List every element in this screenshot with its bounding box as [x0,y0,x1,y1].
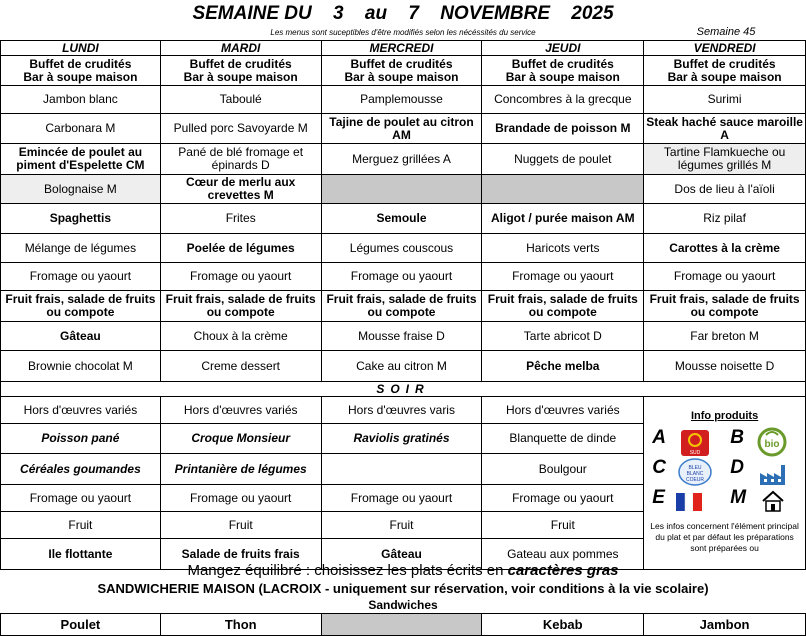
day-header-1: MARDI [160,41,321,56]
info-title: Info produits [690,410,759,422]
dinner-cell: Hors d'œuvres variés [482,397,644,424]
lunch-cell: Pêche melba [482,351,644,382]
legend-letter-d: D [730,457,744,478]
dinner-cell: Hors d'œuvres variés [160,397,321,424]
lunch-cell: Merguez grillées A [321,144,482,175]
occitanie-logo-icon [680,429,710,460]
lunch-row [1,144,806,175]
homemade-house-icon [760,489,786,516]
lunch-cell: Aligot / purée maison AM [482,204,644,234]
advice-emphasis: caractères gras [507,562,619,579]
lunch-row [1,114,806,144]
lunch-cell: Fruit frais, salade de fruits ou compote [482,291,644,322]
lunch-cell: Fromage ou yaourt [160,263,321,291]
lunch-row [1,56,806,86]
soir-header: SOIR [1,382,806,397]
lunch-cell: Mousse noisette D [644,351,806,382]
lunch-cell: Nuggets de poulet [482,144,644,175]
dinner-row [1,397,806,424]
dinner-cell: Salade de fruits frais [160,539,321,570]
balanced-eating-advice [0,562,806,580]
dinner-cell: Ile flottante [1,539,161,570]
lunch-cell: Brownie chocolat M [1,351,161,382]
bio-logo-icon [756,427,788,460]
lunch-row [1,175,806,204]
lunch-cell: Mousse fraise D [321,322,482,351]
lunch-cell: Tartine Flamkueche ou légumes grillés M [644,144,806,175]
lunch-cell: Tajine de poulet au citron AM [321,114,482,144]
svg-text:BLEU: BLEU [688,465,702,471]
sandwiches-heading: Sandwiches [368,598,438,612]
dinner-cell: Céréales goumandes [1,454,161,485]
lunch-cell: Spaghettis [1,204,161,234]
legend-letter-e: E [652,487,665,508]
legend-letter-a: A [652,427,666,448]
lunch-cell: Buffet de crudités Bar à soupe maison [644,56,806,86]
lunch-cell: Fruit frais, salade de fruits ou compote [321,291,482,322]
lunch-cell: Surimi [644,86,806,114]
lunch-row [1,86,806,114]
label-legend [646,427,803,517]
dinner-cell: Hors d'œuvres variés [1,397,161,424]
dinner-cell: Fromage ou yaourt [160,485,321,512]
lunch-cell: Fruit frais, salade de fruits ou compote [1,291,161,322]
lunch-cell: Choux à la crème [160,322,321,351]
lunch-row [1,351,806,382]
lunch-cell: Buffet de crudités Bar à soupe maison [482,56,644,86]
dinner-cell: Fruit [482,512,644,539]
lunch-cell: Concombres à la grecque [482,86,644,114]
dinner-cell: Blanquette de dinde [482,424,644,454]
lunch-cell: Fromage ou yaourt [321,263,482,291]
lunch-cell: Semoule [321,204,482,234]
day-header-4: VENDREDI [644,41,806,56]
dinner-cell: Printanière de légumes [160,454,321,485]
lunch-cell: Poelée de légumes [160,234,321,263]
dinner-cell [321,454,482,485]
notice-text: Les menus sont suceptibles d'être modifiés selon les nécéssités du service [270,28,536,37]
legend-letter-b: B [730,427,744,448]
dinner-cell: Raviolis gratinés [321,424,482,454]
svg-text:BLANC: BLANC [686,471,704,477]
legend-letter-m: M [730,487,747,508]
sandwich-shop-heading: SANDWICHERIE MAISON (LACROIX - uniquement sur réservation, voir conditions à la vie scolaire) [97,581,709,596]
day-header-3: JEUDI [482,41,644,56]
dinner-cell: Boulgour [482,454,644,485]
lunch-cell: Brandade de poisson M [482,114,644,144]
title-month: NOVEMBRE [440,3,550,24]
day-header-2: MERCREDI [321,41,482,56]
lunch-cell: Steak haché sauce maroille A [644,114,806,144]
lunch-cell: Pané de blé fromage et épinards D [160,144,321,175]
lunch-cell: Fromage ou yaourt [1,263,161,291]
menu-grid [0,40,806,570]
dinner-cell: Poisson pané [1,424,161,454]
legend-letter-c: C [652,457,666,478]
lunch-cell: Carbonara M [1,114,161,144]
dinner-cell: Gâteau [321,539,482,570]
bleu-blanc-coeur-icon [678,457,712,490]
lunch-cell: Riz pilaf [644,204,806,234]
lunch-cell: Gâteau [1,322,161,351]
lunch-cell: Mélange de légumes [1,234,161,263]
dinner-cell: Fruit [321,512,482,539]
info-produits-panel [644,397,806,570]
lunch-cell: Fromage ou yaourt [644,263,806,291]
title-prefix: SEMAINE DU [192,3,312,24]
dinner-cell: Croque Monsieur [160,424,321,454]
lunch-cell: Emincée de poulet au piment d'Espelette CM [1,144,161,175]
dinner-cell: Fromage ou yaourt [482,485,644,512]
lunch-cell: Carottes à la crème [644,234,806,263]
svg-text:COEUR: COEUR [686,477,705,483]
lunch-cell: Pulled porc Savoyarde M [160,114,321,144]
lunch-cell: Taboulé [160,86,321,114]
factory-icon [758,461,788,490]
info-note: Les infos concernent l'élément principal du plat et par défaut les préparations sont préparées ou [650,521,799,553]
lunch-row [1,291,806,322]
title-year: 2025 [571,3,614,24]
french-flag-icon [676,493,702,514]
week-number: Semaine 45 [696,26,756,38]
sandwich-cell [321,614,482,636]
lunch-row [1,322,806,351]
lunch-cell [482,175,644,204]
lunch-cell: Far breton M [644,322,806,351]
sandwich-table [0,613,806,636]
title-day-from: 3 [333,3,344,24]
sandwich-cell: Kebab [482,614,644,636]
svg-text:bio: bio [764,439,780,450]
lunch-cell: Tarte abricot D [482,322,644,351]
lunch-row [1,263,806,291]
lunch-cell: Cœur de merlu aux crevettes M [160,175,321,204]
lunch-cell [321,175,482,204]
lunch-cell: Creme dessert [160,351,321,382]
dinner-cell: Gateau aux pommes [482,539,644,570]
lunch-row [1,234,806,263]
sandwich-cell: Poulet [1,614,161,636]
dinner-cell: Fromage ou yaourt [1,485,161,512]
lunch-cell: Fruit frais, salade de fruits ou compote [160,291,321,322]
lunch-cell: Buffet de crudités Bar à soupe maison [321,56,482,86]
lunch-cell: Pamplemousse [321,86,482,114]
title-day-to: 7 [408,3,419,24]
lunch-cell: Cake au citron M [321,351,482,382]
dinner-cell: Fromage ou yaourt [321,485,482,512]
lunch-cell: Buffet de crudités Bar à soupe maison [160,56,321,86]
sandwich-cell: Thon [160,614,321,636]
lunch-cell: Haricots verts [482,234,644,263]
sandwich-cell: Jambon [644,614,806,636]
dinner-cell: Hors d'œuvres varis [321,397,482,424]
lunch-cell: Jambon blanc [1,86,161,114]
dinner-cell: Fruit [1,512,161,539]
lunch-cell: Frites [160,204,321,234]
lunch-cell: Fromage ou yaourt [482,263,644,291]
day-header-0: LUNDI [1,41,161,56]
advice-text: Mangez équilibré : choisissez les plats écrits en [187,562,504,579]
lunch-row [1,204,806,234]
lunch-cell: Buffet de crudités Bar à soupe maison [1,56,161,86]
svg-text:SUD: SUD [689,450,701,456]
lunch-cell: Légumes couscous [321,234,482,263]
dinner-cell: Fruit [160,512,321,539]
lunch-cell: Dos de lieu à l'aïoli [644,175,806,204]
lunch-cell: Fruit frais, salade de fruits ou compote [644,291,806,322]
title-au: au [364,3,388,24]
lunch-cell: Bolognaise M [1,175,161,204]
